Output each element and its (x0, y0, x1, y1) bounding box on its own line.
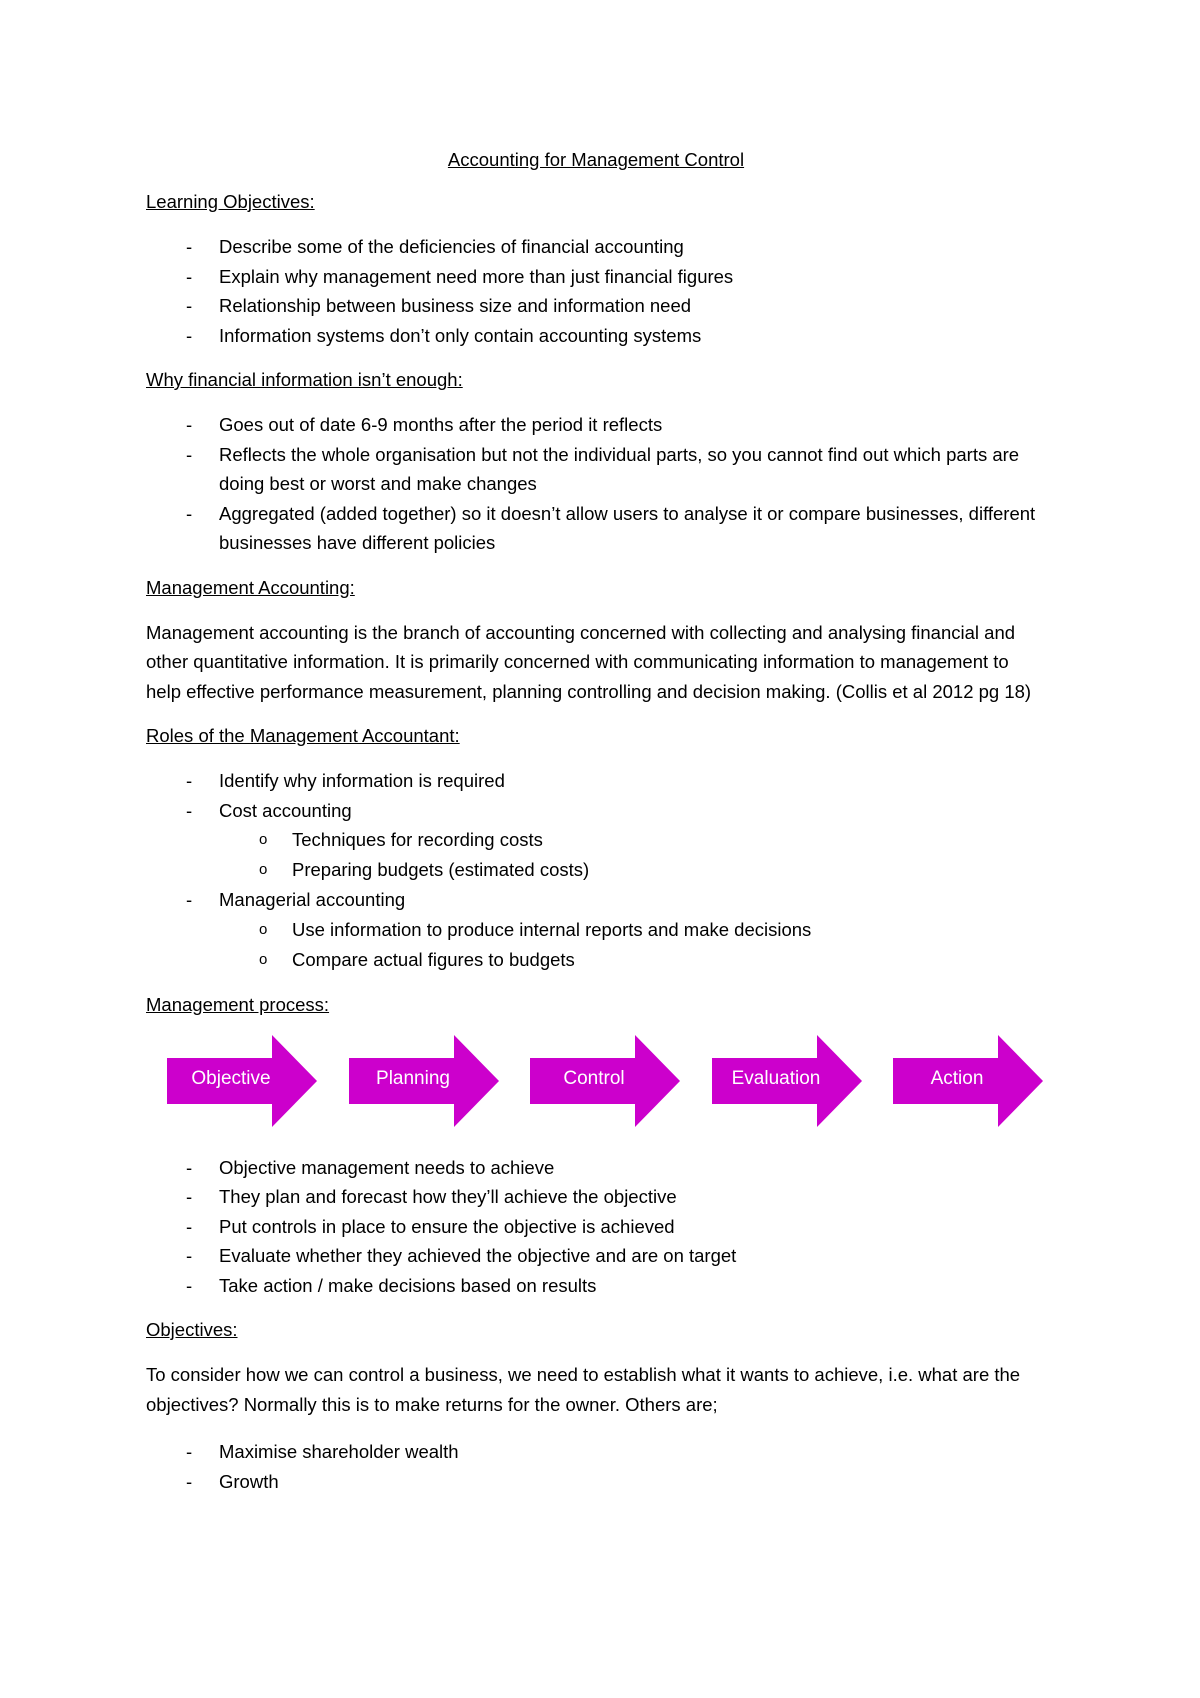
learning-objectives-heading: Learning Objectives: (146, 191, 315, 212)
list-item-label: Cost accounting (219, 799, 352, 821)
process-arrow-action (893, 1035, 1043, 1127)
process-step-label: Objective (191, 1067, 271, 1089)
list-item: - Take action / make decisions based on results (146, 1271, 1046, 1301)
process-arrow-objective (167, 1035, 317, 1127)
list-item: - Relationship between business size and information need (146, 291, 1046, 321)
process-arrow-evaluation (712, 1035, 862, 1127)
roles-list (146, 766, 1046, 825)
list-item: - Reflects the whole organisation but not the individual parts, so you cannot find out which parts are doing best or worst and make changes (146, 440, 1046, 499)
list-item: - Maximise shareholder wealth (146, 1437, 1046, 1467)
objectives-paragraph: To consider how we can control a business, we need to establish what it wants to achieve, i.e. what are the objectives? Normally this is to make returns for the owner. Others are; (146, 1364, 1021, 1415)
list-item: - Information systems don’t only contain accounting systems (146, 321, 1046, 351)
process-step-label: Action (930, 1067, 984, 1089)
objectives-heading: Objectives: (146, 1319, 238, 1340)
list-item: - Growth (146, 1467, 1046, 1497)
learning-objectives-list (146, 232, 1046, 350)
cost-accounting-sublist (146, 825, 1046, 885)
roles-list-continued (146, 885, 1046, 915)
management-process-heading: Management process: (146, 993, 330, 1015)
list-item: - Goes out of date 6-9 months after the period it reflects (146, 410, 1046, 440)
process-step-label: Evaluation (731, 1067, 821, 1089)
management-accounting-paragraph: Management accounting is the branch of accounting concerned with collecting and analysing financial and other quantitative information. It is primarily concerned with communicating information to management to help effective performance measurement, planning controlling and decision making. (Collis et al 2012 pg 18) (146, 621, 1032, 702)
list-item: - Explain why management need more than just financial figures (146, 262, 1046, 292)
sub-list-item: o Use information to produce internal reports and make decisions (146, 915, 1046, 945)
why-not-enough-list (146, 410, 1046, 558)
sub-list-item: o Compare actual figures to budgets (146, 945, 1046, 975)
list-item: - They plan and forecast how they’ll achieve the objective (146, 1182, 1046, 1212)
list-item: - Identify why information is required (146, 766, 1046, 796)
list-item: - Describe some of the deficiencies of financial accounting (146, 232, 1046, 262)
process-step-label: Control (563, 1067, 625, 1089)
management-accounting-heading: Management Accounting: (146, 576, 355, 598)
list-item: - Aggregated (added together) so it doesn’t allow users to analyse it or compare businesses, different businesses have different policies (146, 499, 1046, 558)
document-title: Accounting for Management Control (447, 149, 745, 170)
management-process-list (146, 1153, 1046, 1301)
process-step-label: Planning (376, 1067, 450, 1089)
list-item: - Put controls in place to ensure the objective is achieved (146, 1212, 1046, 1242)
management-process-diagram (146, 1035, 1046, 1131)
sub-list-item: o Preparing budgets (estimated costs) (146, 855, 1046, 885)
managerial-accounting-sublist (146, 915, 1046, 975)
process-arrow-control (530, 1035, 680, 1127)
objectives-list (146, 1437, 1046, 1496)
list-item: - Objective management needs to achieve (146, 1153, 1046, 1183)
sub-list-item: o Techniques for recording costs (146, 825, 1046, 855)
document-content (146, 148, 1046, 1514)
process-arrow-planning (349, 1035, 499, 1127)
list-item: - Evaluate whether they achieved the objective and are on target (146, 1241, 1046, 1271)
why-not-enough-heading: Why financial information isn’t enough: (146, 369, 463, 390)
list-item: - Managerial accounting (146, 885, 1046, 915)
list-item-cost-accounting (146, 796, 1046, 826)
roles-heading: Roles of the Management Accountant: (146, 725, 460, 746)
